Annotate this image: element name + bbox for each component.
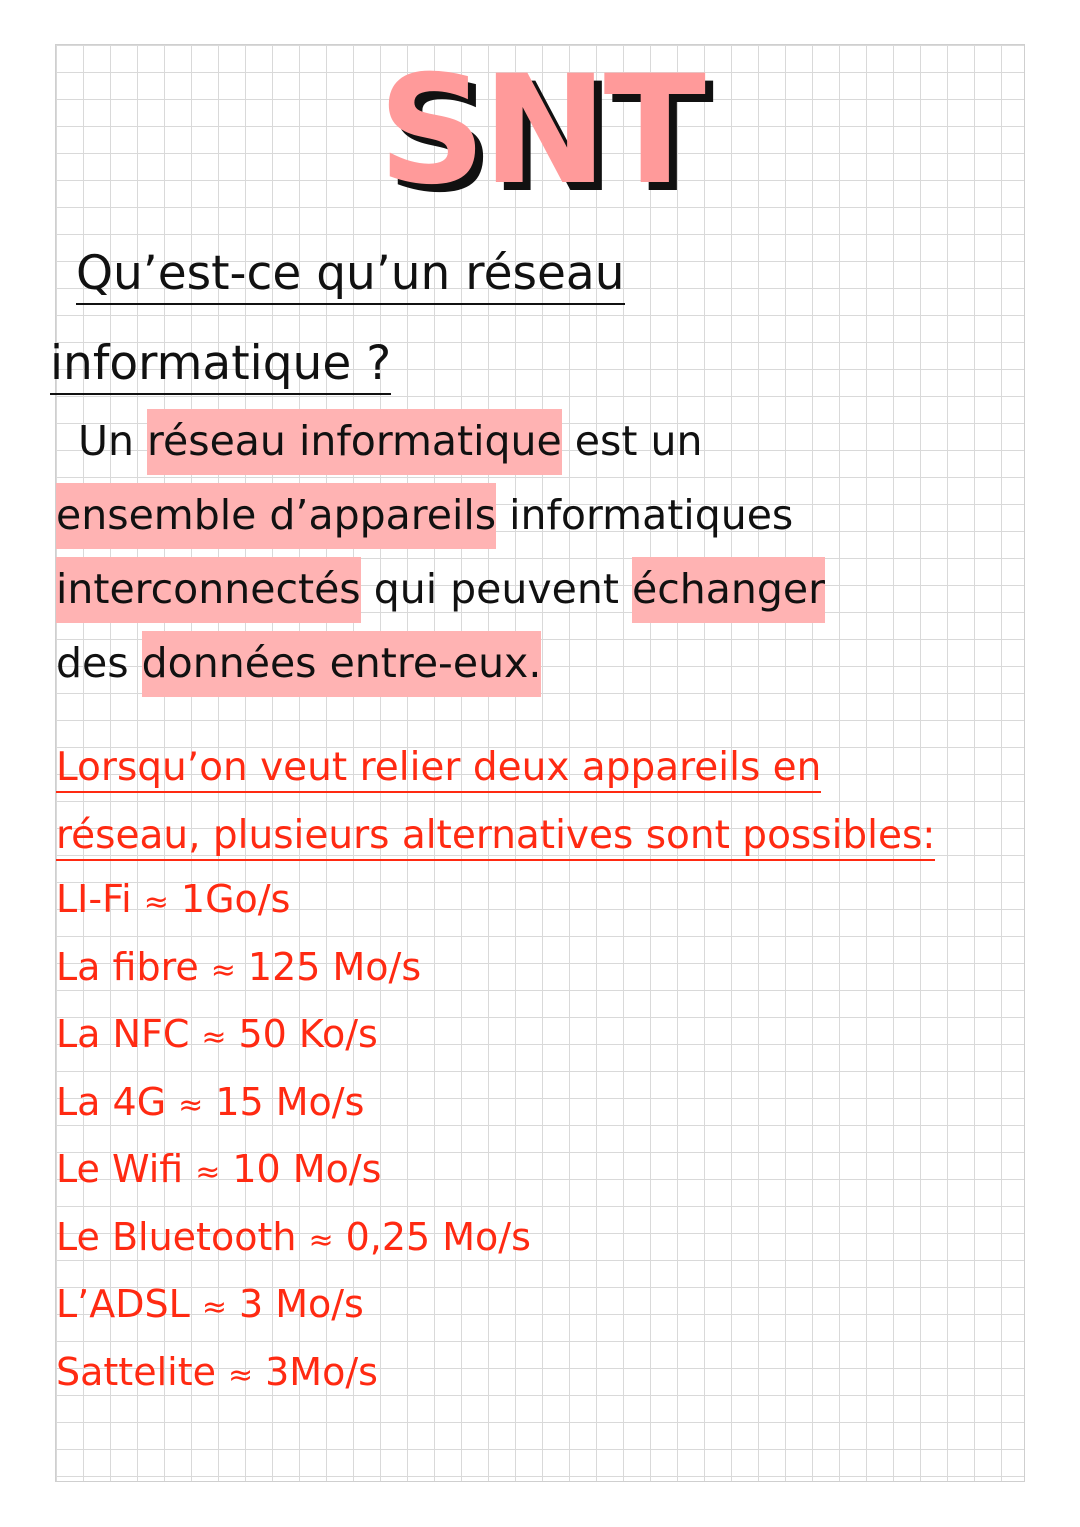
approx-symbol: ≈ (201, 1020, 227, 1055)
approx-symbol: ≈ (195, 1155, 221, 1190)
page-title: SNT (378, 44, 702, 218)
definition-text: est un (561, 417, 703, 465)
speed-item (56, 866, 531, 934)
approx-symbol: ≈ (178, 1087, 204, 1123)
definition-highlight: ensemble d’appareils (56, 483, 496, 549)
speed-value: 1Go/s (180, 877, 291, 921)
alternatives-intro-line-1 (56, 734, 935, 802)
definition-text: informatiques (496, 491, 794, 539)
approx-symbol: ≈ (201, 1290, 227, 1325)
speed-value: 0,25 Mo/s (345, 1214, 531, 1259)
speed-name: LI-Fi (56, 877, 132, 921)
alternatives-intro-text: Lorsqu’on veut relier deux appareils en (56, 745, 821, 793)
speed-value: 125 Mo/s (247, 944, 422, 989)
question-heading-text-2: informatique ? (50, 336, 391, 395)
approx-symbol: ≈ (210, 952, 236, 988)
definition-highlight: échanger (632, 557, 825, 623)
speed-value: 3Mo/s (265, 1349, 378, 1394)
definition-text: Un (78, 417, 148, 465)
definition-line-2 (56, 478, 1016, 552)
speed-value: 50 Ko/s (238, 1012, 378, 1056)
approx-symbol: ≈ (143, 885, 169, 920)
alternatives-intro-line-2 (56, 802, 935, 870)
speed-name: La fibre (56, 944, 199, 989)
speed-value: 10 Mo/s (232, 1147, 382, 1191)
alternatives-intro (56, 734, 935, 870)
alternatives-intro-text: réseau, plusieurs alternatives sont possibles: (56, 813, 935, 861)
speed-name: L’ADSL (56, 1282, 190, 1326)
definition-line-3 (56, 552, 1016, 626)
speed-name: Le Wifi (56, 1147, 184, 1191)
speed-name: La NFC (56, 1012, 190, 1056)
question-heading-line-2 (50, 334, 391, 394)
speed-value: 15 Mo/s (215, 1079, 365, 1124)
speed-item (56, 1271, 531, 1339)
speed-name: La 4G (56, 1079, 167, 1124)
definition-line-1 (56, 404, 1016, 478)
speed-item (56, 1069, 531, 1137)
speed-item (56, 1204, 531, 1272)
question-heading-line-1 (76, 244, 625, 304)
speed-item (56, 1136, 531, 1204)
definition-paragraph (56, 404, 1016, 700)
speed-name: Le Bluetooth (56, 1214, 297, 1259)
approx-symbol: ≈ (227, 1357, 254, 1393)
speed-item (56, 934, 531, 1002)
approx-symbol: ≈ (308, 1222, 334, 1258)
definition-highlight: données entre-eux. (142, 631, 542, 697)
definition-text: qui peuvent (360, 565, 632, 613)
speed-item (56, 1001, 531, 1069)
definition-line-4 (56, 626, 1016, 700)
speed-value: 3 Mo/s (238, 1282, 364, 1326)
definition-highlight: réseau informatique (147, 409, 562, 475)
definition-text: des (56, 639, 142, 687)
speed-list (56, 866, 531, 1406)
speed-item (56, 1339, 531, 1407)
definition-highlight: interconnectés (56, 557, 361, 623)
speed-name: Sattelite (56, 1349, 216, 1394)
question-heading-text-1: Qu’est-ce qu’un réseau (76, 246, 625, 305)
